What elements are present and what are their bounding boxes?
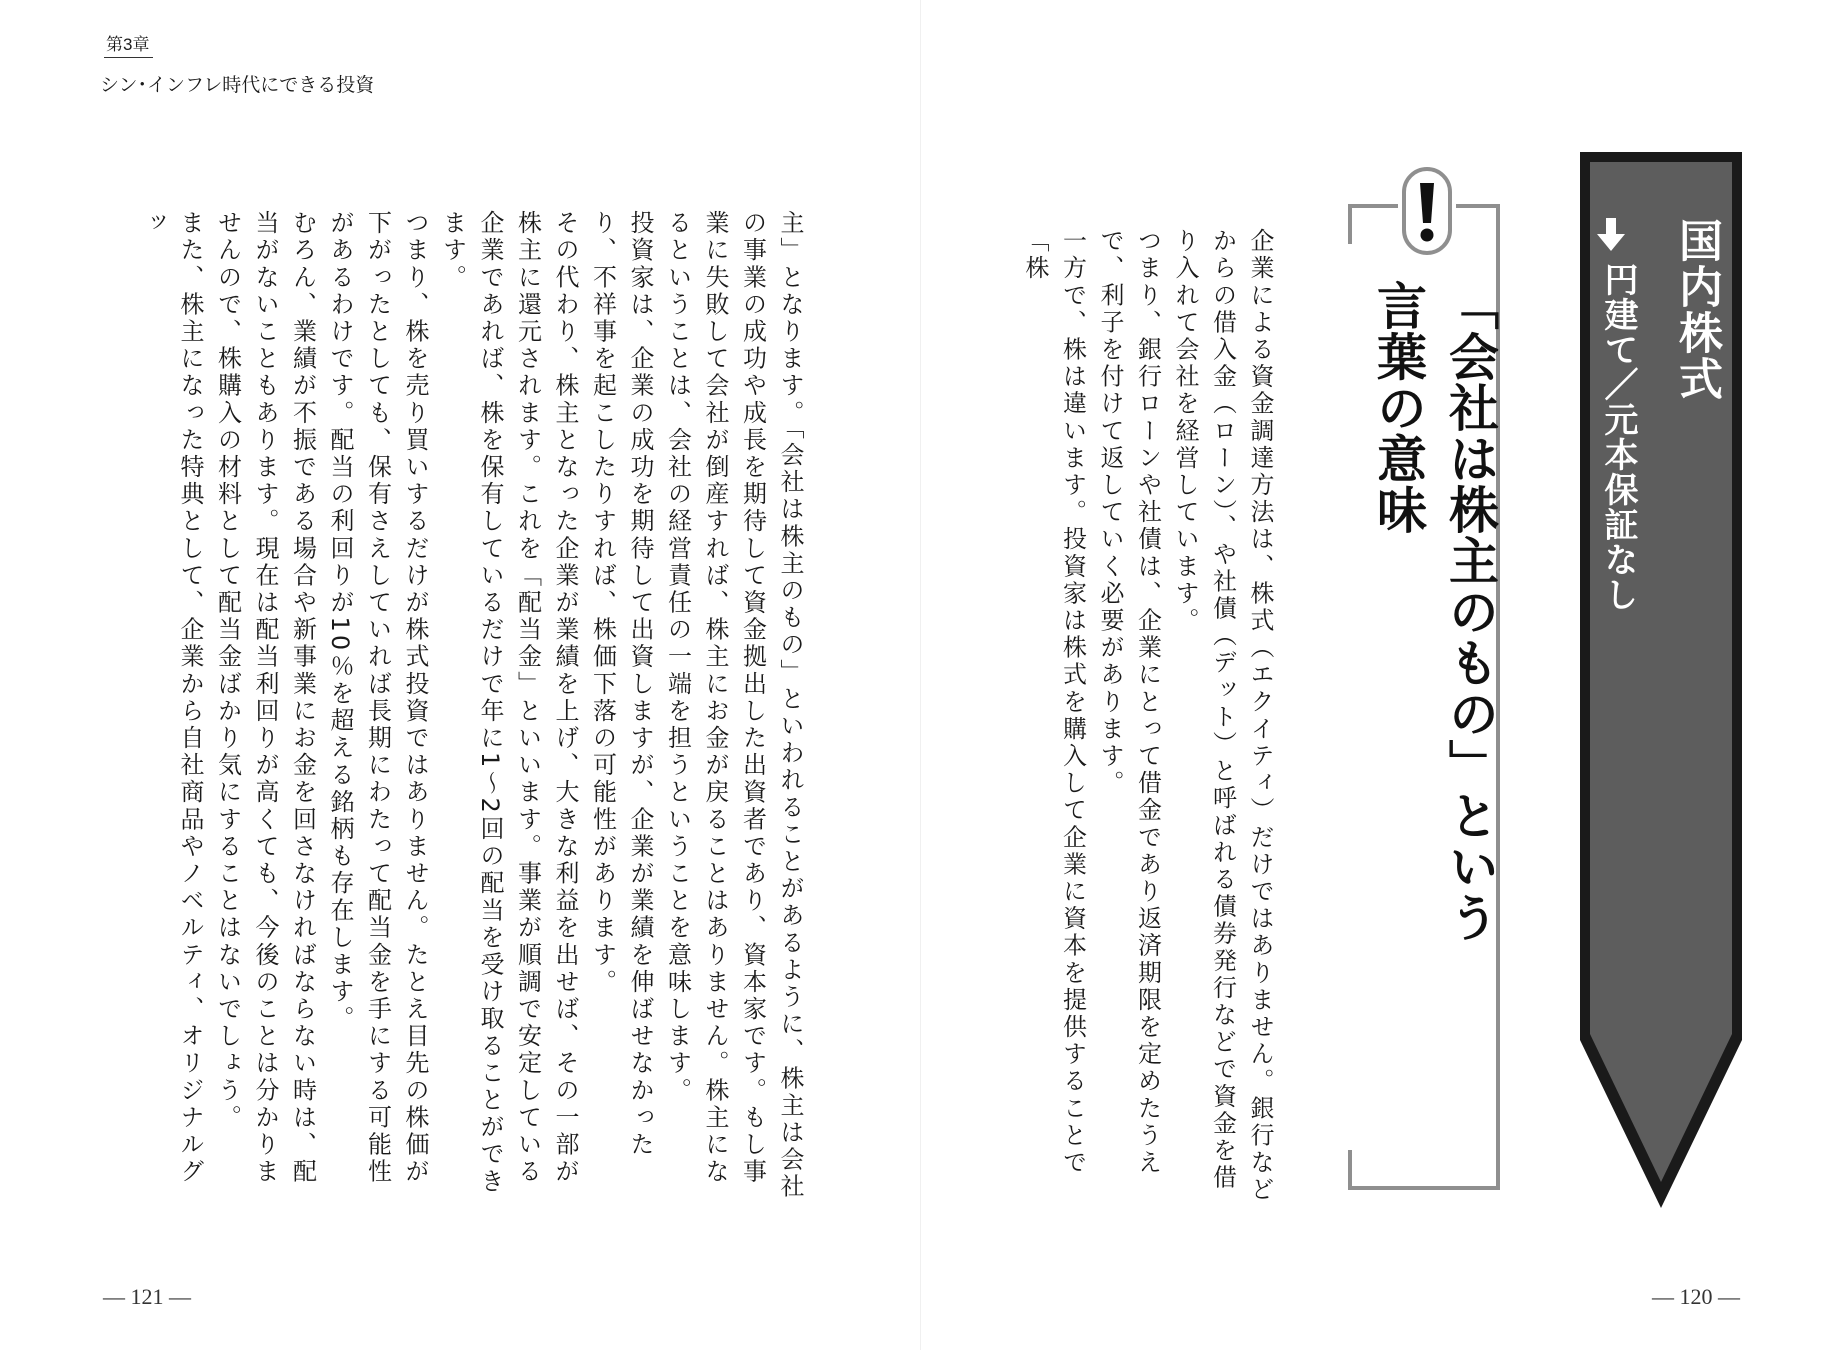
page-number-left: — 121 — [103, 1284, 191, 1309]
exclamation-icon [1398, 165, 1456, 257]
paragraph: つまり、銀行ローンや社債は、企業にとって借金であり返済期限を定めたうえで、利子を付けて返していく必要があります。 [1096, 228, 1162, 1177]
banner-title: 国内株式 [1671, 218, 1722, 402]
banner-subtitle: 円建て／元本保証なし [1598, 262, 1638, 612]
left-page-body [98, 210, 808, 1210]
paragraph: つまり、株を売り買いするだけが株式投資ではありません。たとえ目先の株価が下がったとしても、保有さえしていれば長期にわたって配当金を手にする可能性があるわけです。配当の利回りが10％を超える銘柄も存在します。 [326, 210, 429, 1186]
heading-line-2: 言葉の意味 [1369, 280, 1427, 535]
page-spine [920, 0, 921, 1350]
down-arrow-icon [1596, 218, 1626, 252]
heading-line-1: 「会社は株主のもの」という [1441, 280, 1499, 943]
section-heading [1362, 280, 1506, 943]
right-page-body [1021, 228, 1278, 1208]
paragraph: 一方で、株は違います。投資家は株式を購入して企業に資本を提供することで「株 [1021, 228, 1087, 1177]
paragraph: 投資家は、企業の成功を期待して出資しますが、企業が業績を伸ばせなかったり、不祥事を起こしたりすれば、株価下落の可能性があります。 [588, 210, 654, 1159]
chapter-label: 第3章 [104, 30, 153, 58]
paragraph: その代わり、株主となった企業が業績を上げ、大きな利益を出せば、その一部が株主に還元されます。これを「配当金」といいます。事業が順調で安定している企業であれば、株を保有しているだけで年に1～2回の配当を受け取ることができます。 [438, 210, 579, 1196]
paragraph: むろん、業績が不振である場合や新事業にお金を回さなければならない時は、配当がないこともあります。現在は配当利回りが高くても、今後のことは分かりませんので、株購入の材料として配当金ばかり気にすることはないでしょう。 [213, 210, 317, 1186]
book-title: シン･インフレ時代にできる投資 [100, 75, 375, 96]
page-number-right: — 120 — [1652, 1284, 1740, 1309]
paragraph: また、株主になった特典として、企業から自社商品やノベルティ、オリジナルグッ [138, 210, 204, 1186]
paragraph: 主」となります。「会社は株主のもの」といわれることがあるように、株主は会社の事業の成功や成長を期待して資金拠出した出資者であり、資本家です。もし事業に失敗して会社が倒産すれば、株主にお金が戻ることはありません。株主になるということは、会社の経営責任の一端を担うということを意味します。 [663, 210, 804, 1201]
paragraph: 企業による資金調達方法は、株式（エクイティ）だけではありません。銀行などからの借入金（ローン）、や社債（デット）と呼ばれる債券発行などで資金を借り入れて会社を経営しています。 [1171, 228, 1274, 1204]
